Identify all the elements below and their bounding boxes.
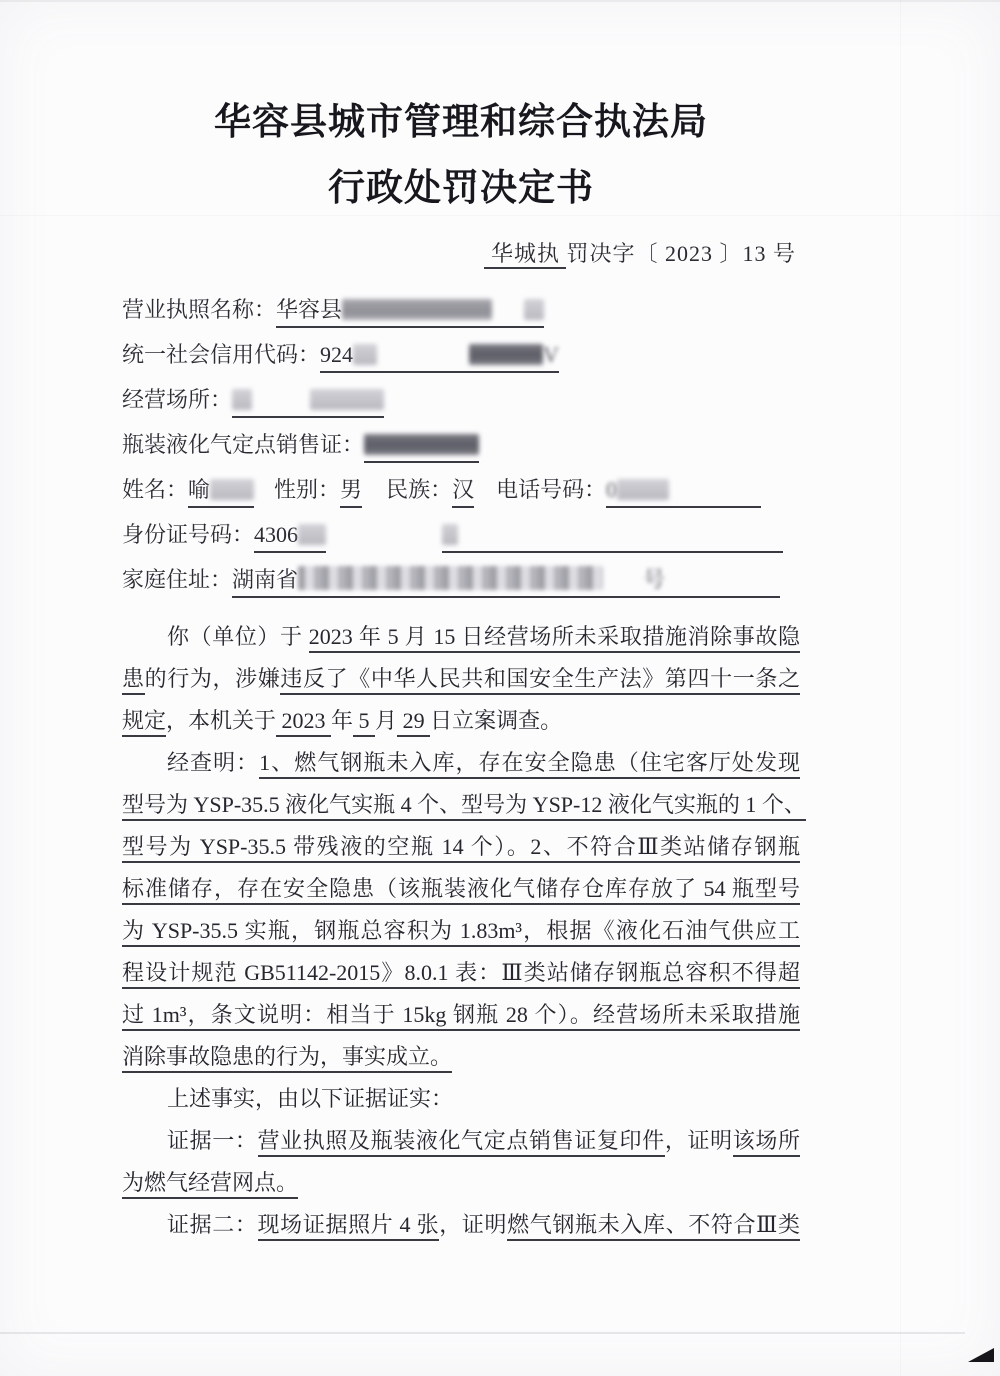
page-bottom-edge <box>0 1332 965 1334</box>
underlined-text: 型号为 YSP-35.5 带残液的空瓶 14 个）。2、不符合Ⅲ类站储存钢瓶 <box>122 834 800 863</box>
redaction-blur <box>210 479 254 500</box>
underlined-text: 患 <box>122 666 145 695</box>
redaction-blur <box>298 524 326 545</box>
redaction-blur <box>310 389 384 410</box>
field-row-id-number <box>122 512 800 557</box>
id-number-blank <box>442 520 783 553</box>
underlined-text: 违反了《中华人民共和国安全生产法》第四十一条之 <box>280 666 800 695</box>
redaction-partial-char: V <box>543 342 559 367</box>
underlined-text: 现场证据照片 4 张 <box>258 1212 440 1241</box>
body-line <box>122 1036 800 1078</box>
field-label-credit-code: 统一社会信用代码： <box>122 342 321 367</box>
blank-underline <box>458 520 783 546</box>
body-line <box>122 1162 800 1204</box>
field-value-premises <box>232 385 384 418</box>
underlined-text: 程设计规范 GB51142-2015》8.0.1 表：Ⅲ类站储存钢瓶总容积不得超 <box>122 960 800 989</box>
body-line <box>122 700 800 742</box>
blank-underline <box>669 475 761 501</box>
field-row-person <box>122 467 800 512</box>
redaction-blur <box>469 344 543 365</box>
underlined-text: 消除事故隐患的行为，事实成立。 <box>122 1044 452 1073</box>
party-info-fields <box>122 287 800 602</box>
plain-text: 经查明： <box>167 750 260 775</box>
body-line <box>122 868 800 910</box>
redaction-blur <box>524 299 544 320</box>
plain-text: 年 <box>331 708 354 733</box>
redaction-blur <box>298 566 603 590</box>
body-line <box>122 826 800 868</box>
field-value-credit-code: 924 V <box>320 340 559 373</box>
body-line <box>122 952 800 994</box>
field-value-gender: 男 <box>340 475 362 508</box>
redaction-blur <box>232 389 252 410</box>
body-line <box>122 658 800 700</box>
body-line <box>122 1120 800 1162</box>
field-label-gender: 性别： <box>274 477 341 502</box>
scan-seam <box>900 0 901 1376</box>
document-content <box>122 0 806 1246</box>
body-line <box>122 1204 800 1246</box>
redaction-blur <box>442 524 458 545</box>
body-line <box>122 1078 800 1120</box>
underlined-text: 2023 年 5 月 15 日经营场所未采取措施消除事故隐 <box>309 624 800 653</box>
plain-text: ，本机关于 <box>166 708 277 733</box>
redaction-blur <box>617 479 669 500</box>
field-label-phone: 电话号码： <box>496 477 607 502</box>
redaction-blur <box>353 344 377 365</box>
plain-text: 证据一： <box>167 1128 258 1153</box>
underlined-text: 5 <box>353 708 375 737</box>
underlined-text: 燃气钢瓶未入库、不符合Ⅲ类 <box>507 1212 800 1241</box>
underlined-text: 营业执照及瓶装液化气定点销售证复印件 <box>258 1128 665 1157</box>
body-line <box>122 910 800 952</box>
redaction-partial-char: 号 <box>643 567 666 592</box>
field-label-license-name: 营业执照名称： <box>122 297 277 322</box>
underlined-text: 规定 <box>122 708 166 737</box>
field-row-credit-code <box>122 332 800 377</box>
document-number-rest: 罚决字〔 2023 〕13 号 <box>566 241 796 266</box>
body-line <box>122 742 800 784</box>
document-title-type: 行政处罚决定书 <box>328 168 594 209</box>
body-line <box>122 784 806 826</box>
field-label-ethnicity: 民族： <box>386 477 453 502</box>
field-value-phone: 0 <box>606 475 761 508</box>
field-value-license-name: 华容县 <box>276 295 544 328</box>
field-value-id-number: 4306 <box>254 520 326 553</box>
body-line <box>122 616 800 658</box>
blank-underline <box>665 565 780 591</box>
document-title-agency: 华容县城市管理和综合执法局 <box>214 102 708 143</box>
field-row-lpg-cert <box>122 422 800 467</box>
field-row-license-name <box>122 287 800 332</box>
underlined-text: 标准储存，存在安全隐患（该瓶装液化气储存仓库存放了 54 瓶型号 <box>122 876 800 905</box>
field-row-home-address <box>122 557 800 602</box>
redaction-blur <box>364 434 479 455</box>
field-value-home-address: 湖南省 号 <box>232 565 780 598</box>
plain-text: 日立案调查。 <box>430 708 563 733</box>
underlined-text: 该场所 <box>733 1128 800 1157</box>
document-number-prefix: 华城执 <box>484 241 566 269</box>
plain-text: 你（单位）于 <box>167 624 309 649</box>
field-label-premises: 经营场所： <box>122 387 233 412</box>
decision-body <box>122 616 806 1246</box>
body-line <box>122 994 800 1036</box>
field-value-ethnicity: 汉 <box>452 475 474 508</box>
underlined-text: 型号为 YSP-35.5 液化气实瓶 4 个、型号为 YSP-12 液化气实瓶的 1 个、 <box>122 792 806 821</box>
field-label-id-number: 身份证号码： <box>122 522 255 547</box>
page-corner-mark <box>968 1348 994 1362</box>
plain-text: ，证明 <box>664 1128 733 1153</box>
plain-text: 月 <box>375 708 398 733</box>
plain-text: 证据二： <box>167 1212 258 1237</box>
underlined-text: 29 <box>397 708 430 737</box>
field-value-lpg-cert <box>364 430 479 463</box>
plain-text: 上述事实，由以下证据证实： <box>167 1086 454 1111</box>
underlined-text: 为 YSP-35.5 实瓶，钢瓶总容积为 1.83m³，根据《液化石油气供应工 <box>122 918 800 947</box>
plain-text: 的行为，涉嫌 <box>144 666 281 691</box>
underlined-text: 过 1m³，条文说明：相当于 15kg 钢瓶 28 个）。经营场所未采取措施 <box>122 1002 800 1031</box>
document-number <box>122 238 800 270</box>
underlined-text: 1、燃气钢瓶未入库，存在安全隐患（住宅客厅处发现 <box>259 750 800 779</box>
plain-text: ，证明 <box>439 1212 508 1237</box>
field-value-name: 喻 <box>188 475 254 508</box>
field-label-home-address: 家庭住址： <box>122 567 233 592</box>
field-label-name: 姓名： <box>122 477 189 502</box>
underlined-text: 2023 <box>276 708 331 737</box>
field-row-premises <box>122 377 800 422</box>
redaction-blur <box>342 299 492 320</box>
underlined-text: 为燃气经营网点。 <box>122 1170 298 1199</box>
field-label-lpg-cert: 瓶装液化气定点销售证： <box>122 432 365 457</box>
